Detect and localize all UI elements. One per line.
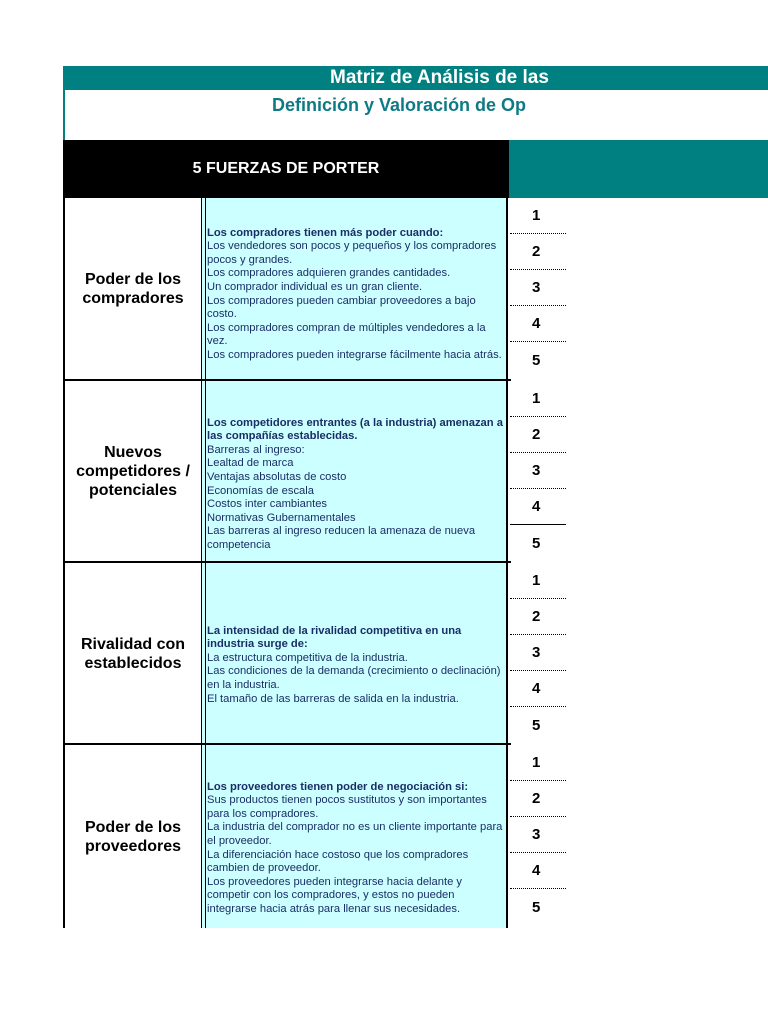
page-title: Matriz de Análisis de las bbox=[330, 67, 549, 88]
force-name-buyers: Poder de los compradores bbox=[82, 271, 184, 307]
description-heading: La intensidad de la rivalidad competitiva en una industria surge de: bbox=[207, 624, 462, 651]
score-cell[interactable]: 3 bbox=[510, 270, 566, 306]
score-cell[interactable]: 3 bbox=[510, 635, 566, 671]
score-cell[interactable]: 2 bbox=[510, 234, 566, 270]
score-cell[interactable]: 4 bbox=[510, 671, 566, 707]
score-list-new-entrants bbox=[510, 381, 566, 562]
description-body: Los vendedores son pocos y pequeños y los compradores pocos y grandes. Los compradores adquieren grandes cantidades. Un comprador individual es un gran cliente. Los compradores pueden cambiar proveedores a bajo costo. Los compradores compran de múltiples vendedores a la vez. Los compradores pueden integrarse fácilmente hacia atrás. bbox=[207, 240, 502, 361]
score-cell[interactable]: 2 bbox=[510, 781, 566, 817]
score-cell[interactable]: 1 bbox=[510, 198, 566, 234]
score-cell[interactable]: 1 bbox=[510, 745, 566, 781]
score-header-cell bbox=[509, 140, 768, 198]
force-description-rivalry bbox=[201, 563, 508, 744]
score-cell[interactable]: 5 bbox=[532, 535, 541, 552]
score-cell[interactable]: 4 bbox=[510, 489, 566, 525]
score-list-rivalry bbox=[510, 563, 566, 744]
score-cell[interactable]: 5 bbox=[532, 717, 541, 734]
score-cell[interactable]: 2 bbox=[510, 599, 566, 635]
score-cell[interactable]: 3 bbox=[510, 453, 566, 489]
score-cell[interactable]: 1 bbox=[510, 563, 566, 599]
description-body: La estructura competitiva de la industria. Las condiciones de la demanda (crecimiento o declinación) en la industria. El tamaño de las barreras de salida en la industria. bbox=[207, 651, 501, 705]
force-description-buyers bbox=[201, 198, 508, 380]
score-cell[interactable]: 2 bbox=[510, 417, 566, 453]
score-cell[interactable]: 5 bbox=[532, 899, 541, 916]
score-cell[interactable]: 3 bbox=[510, 817, 566, 853]
score-cell[interactable]: 5 bbox=[532, 352, 541, 369]
force-name-suppliers: Poder de los proveedores bbox=[84, 818, 182, 855]
score-cell[interactable]: 4 bbox=[510, 853, 566, 889]
force-name-new-entrants: Nuevos competidores / potenciales bbox=[76, 444, 190, 499]
description-body: Barreras al ingreso: Lealtad de marca Ventajas absolutas de costo Economías de escala Costos inter cambiantes Normativas Gubernamentales Las barreras al ingreso reducen la amenaza de nueva competencia bbox=[207, 443, 476, 551]
forces-header-label: 5 FUERZAS DE PORTER bbox=[192, 160, 380, 177]
score-cell[interactable]: 4 bbox=[510, 306, 566, 342]
description-heading: Los proveedores tienen poder de negociación si: bbox=[207, 780, 469, 793]
score-list-suppliers bbox=[510, 745, 566, 928]
description-body: Sus productos tienen pocos sustitutos y son importantes para los compradores. La industria del comprador no es un cliente importante para el proveedor. La diferenciación hace costoso que los compradores cambien de proveedor. Los proveedores pueden integrarse hacia delante y competir con los compradores, y estos no pueden integrarse hacia atrás para llenar sus necesidades. bbox=[207, 794, 503, 915]
page-subtitle: Definición y Valoración de Op bbox=[272, 95, 527, 115]
score-cell[interactable]: 1 bbox=[510, 381, 566, 417]
force-description-new-entrants bbox=[201, 381, 508, 562]
description-heading: Los competidores entrantes (a la industria) amenazan a las compañías establecidas. bbox=[207, 416, 503, 443]
force-description-suppliers bbox=[201, 745, 508, 928]
score-list-buyers bbox=[510, 198, 566, 380]
force-name-rivalry: Rivalidad con establecidos bbox=[80, 635, 186, 672]
description-heading: Los compradores tienen más poder cuando: bbox=[207, 226, 444, 239]
